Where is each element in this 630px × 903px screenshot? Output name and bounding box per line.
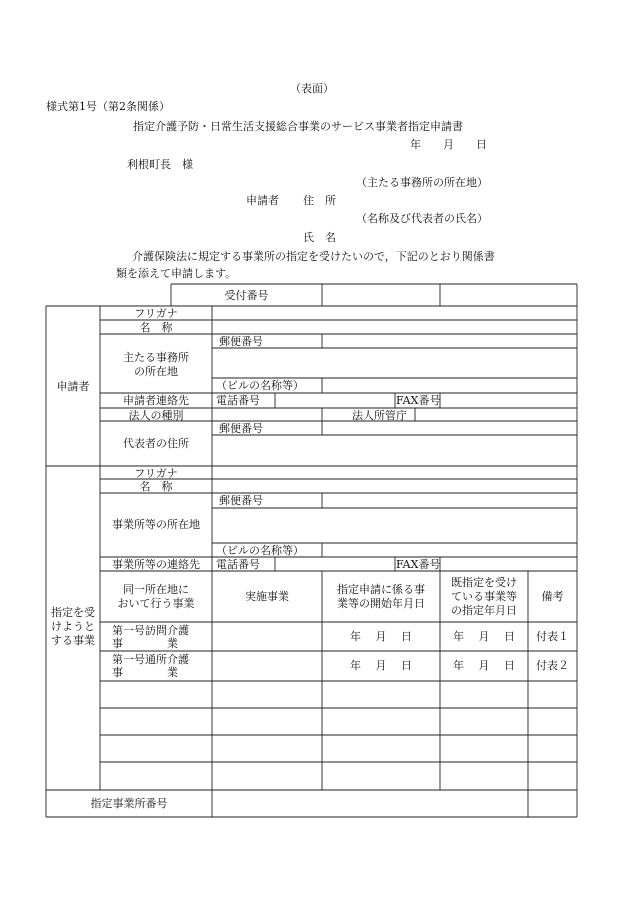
business-fax-label: FAX番号 [396,558,441,571]
col-same-location-2: おいて行う事業 [117,597,195,610]
applicant-name-label: 名 称 [139,321,173,334]
col-existing-date-1: 既指定を受け [451,576,517,589]
row1-remarks: 付表１ [536,630,569,643]
applicant-building-label: （ビルの名称等） [216,379,304,392]
body-text-line-1: 介護保険法に規定する事業所の指定を受けたいので，下記のとおり関係書 [132,250,495,263]
omote-label: （表面） [290,82,334,95]
business-section-label-3: する事業 [51,634,95,647]
business-phone-field[interactable] [276,558,394,570]
designated-office-number-field[interactable] [213,791,527,816]
business-section-label-2: けようと [51,620,95,633]
business-address-field[interactable] [213,509,576,542]
applicant-phone-label: 電話番号 [216,394,260,407]
business-name-label: 名 称 [139,480,173,493]
body-text-line-2: 類を添えて申請します。 [116,267,237,280]
addressee: 利根町長 様 [127,158,193,171]
applicant-phone-field[interactable] [276,394,394,407]
row2-remarks: 付表２ [536,659,569,672]
main-office-location-label-2: の所在地 [134,365,178,378]
corporation-authority-label: 法人所管庁 [352,409,407,422]
document-title: 指定介護予防・日常生活支援総合事業のサービス事業者指定申請書 [133,120,463,133]
applicant-label: 申請者 [246,194,279,207]
col-start-date-1: 指定申請に係る事 [337,583,425,596]
row2-business-name-2: 事 業 [112,666,178,679]
row1-existing-date: 年 月 日 [453,630,515,643]
applicant-fax-label: FAX番号 [396,394,441,407]
applicant-postal-label: 郵便番号 [219,335,263,348]
corporation-type-field[interactable] [213,409,321,420]
business-building-label: （ビルの名称等） [216,544,304,557]
applicant-section-label: 申請者 [56,380,90,393]
business-fax-field[interactable] [441,558,576,570]
row1-business-name-1: 第一号訪問介護 [112,624,189,637]
empty-business-row[interactable] [101,682,576,707]
col-start-date-2: 業等の開始年月日 [337,597,425,610]
main-office-note: （主たる事務所の所在地） [356,176,488,189]
business-building-field[interactable] [323,544,576,556]
applicant-furigana-label: フリガナ [134,307,178,320]
business-name-field[interactable] [213,480,576,492]
reception-number-field[interactable] [323,285,439,305]
representative-address-label: 代表者の住所 [123,437,189,450]
business-contact-label: 事業所等の連絡先 [112,558,200,571]
applicant-postal-field[interactable] [323,335,576,347]
business-postal-field[interactable] [323,494,576,507]
col-existing-date-2: ている事業等 [451,590,517,603]
reception-extra-field[interactable] [441,285,576,305]
applicant-fax-field[interactable] [441,394,576,407]
representative-postal-field[interactable] [323,422,576,434]
name-label: 氏 名 [303,231,336,244]
corporation-type-label: 法人の種別 [128,409,184,422]
row2-start-date: 年 月 日 [350,659,412,672]
business-phone-label: 電話番号 [216,558,260,571]
name-representative-note: （名称及び代表者の氏名） [356,212,488,225]
empty-business-row[interactable] [101,709,576,734]
row2-existing-date: 年 月 日 [453,659,515,672]
col-same-location-1: 同一所在地に [123,583,189,596]
applicant-name-field[interactable] [213,321,576,333]
col-remarks: 備考 [541,590,564,603]
business-location-label: 事業所等の所在地 [112,518,200,531]
row2-implemented-field[interactable] [213,652,321,680]
date-line: 年 月 日 [410,138,487,151]
applicant-address-field[interactable] [213,349,576,377]
applicant-building-field[interactable] [323,379,576,392]
applicant-furigana-field[interactable] [213,307,576,319]
col-implemented-business: 実施事業 [245,590,289,603]
reception-number-label: 受付番号 [224,289,269,302]
col-existing-date-3: の指定年月日 [451,604,517,617]
row1-implemented-field[interactable] [213,623,321,650]
form-number: 様式第1号（第2条関係） [46,100,170,113]
business-postal-label: 郵便番号 [219,494,263,507]
empty-business-row[interactable] [101,763,576,789]
business-section-label-1: 指定を受 [51,606,95,619]
row2-business-name-1: 第一号通所介護 [112,653,189,666]
main-office-location-label-1: 主たる事務所 [123,351,189,364]
corporation-authority-field[interactable] [416,409,576,420]
row1-business-name-2: 事 業 [112,637,178,650]
empty-business-row[interactable] [101,736,576,761]
designated-office-number-label: 指定事業所番号 [90,797,168,810]
representative-postal-label: 郵便番号 [219,422,263,435]
row1-start-date: 年 月 日 [350,630,412,643]
business-furigana-field[interactable] [213,467,576,478]
business-furigana-label: フリガナ [134,467,178,480]
address-label: 住 所 [303,194,336,207]
representative-address-field[interactable] [213,436,576,465]
designated-office-number-extra[interactable] [529,791,576,816]
applicant-contact-label: 申請者連絡先 [123,394,189,407]
